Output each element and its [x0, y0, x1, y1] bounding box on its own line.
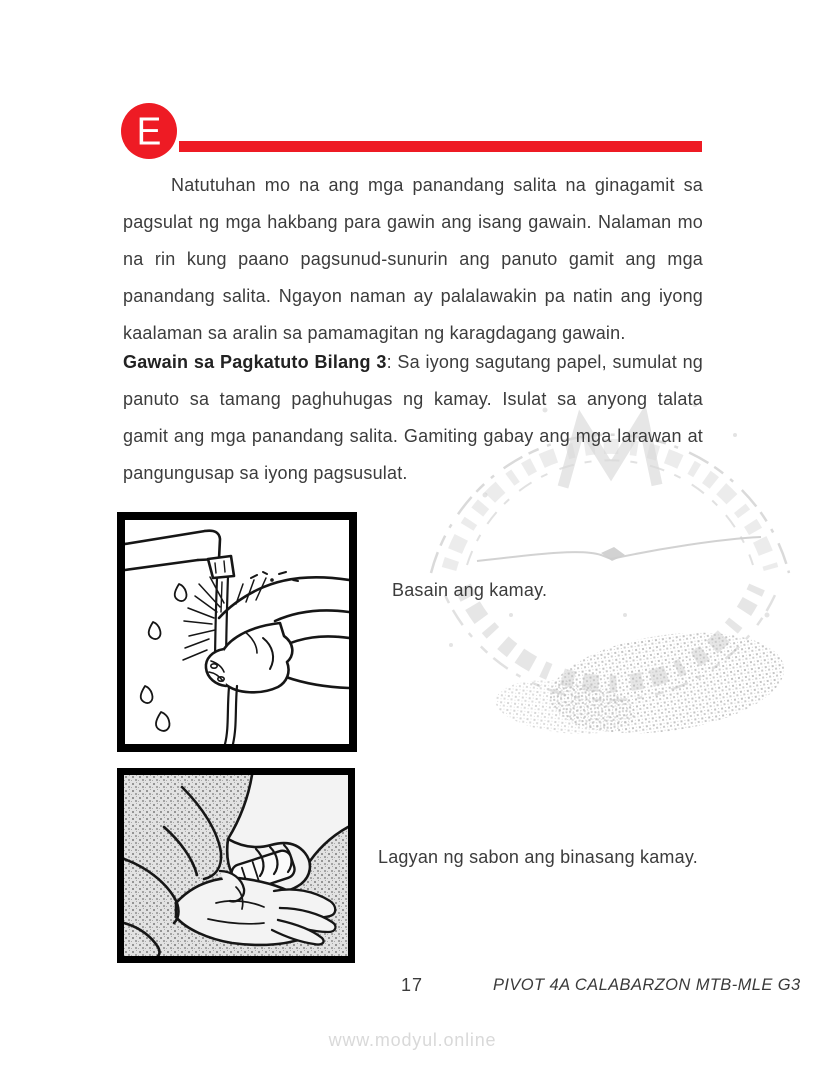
section-letter: E — [136, 109, 162, 153]
step-2-caption: Lagyan ng sabon ang binasang kamay. — [378, 847, 698, 867]
task-title: Gawain sa Pagkatuto Bilang 3 — [123, 352, 387, 372]
task-paragraph — [123, 344, 703, 492]
site-url-watermark: www.modyul.online — [328, 1030, 497, 1050]
step-1-figure — [117, 512, 357, 752]
module-footer-label: PIVOT 4A CALABARZON MTB-MLE G3 — [493, 976, 801, 994]
page-number: 17 — [401, 975, 424, 995]
step-2-figure — [117, 768, 355, 963]
section-divider-line — [179, 141, 702, 152]
intro-paragraph: Natutuhan mo na ang mga panandang salita na ginagamit sa pagsulat ng mga hakbang para gawin ang isang gawain. Nalaman mo na rin kung paano pagsunud-sunurin ang panuto gamit ang mga panandang salita. Ngayon naman ay palalawakin pa natin ang iyong kaalaman sa aralin sa pamamagitan ng karagdagang gawain. — [123, 175, 703, 343]
soaping-wet-hands-illustration — [124, 775, 348, 956]
hands-rinsing-under-faucet-illustration — [125, 520, 349, 744]
step-1-caption: Basain ang kamay. — [392, 580, 548, 600]
section-e-badge — [121, 103, 177, 159]
task-body: : Sa iyong sagutang papel, sumulat ng panuto sa tamang paghuhugas ng kamay. Isulat sa anyong talata gamit ang mga panandang salita. Gamiting gabay ang mga larawan at pangungusap sa iyong pagsusulat. — [123, 352, 703, 483]
